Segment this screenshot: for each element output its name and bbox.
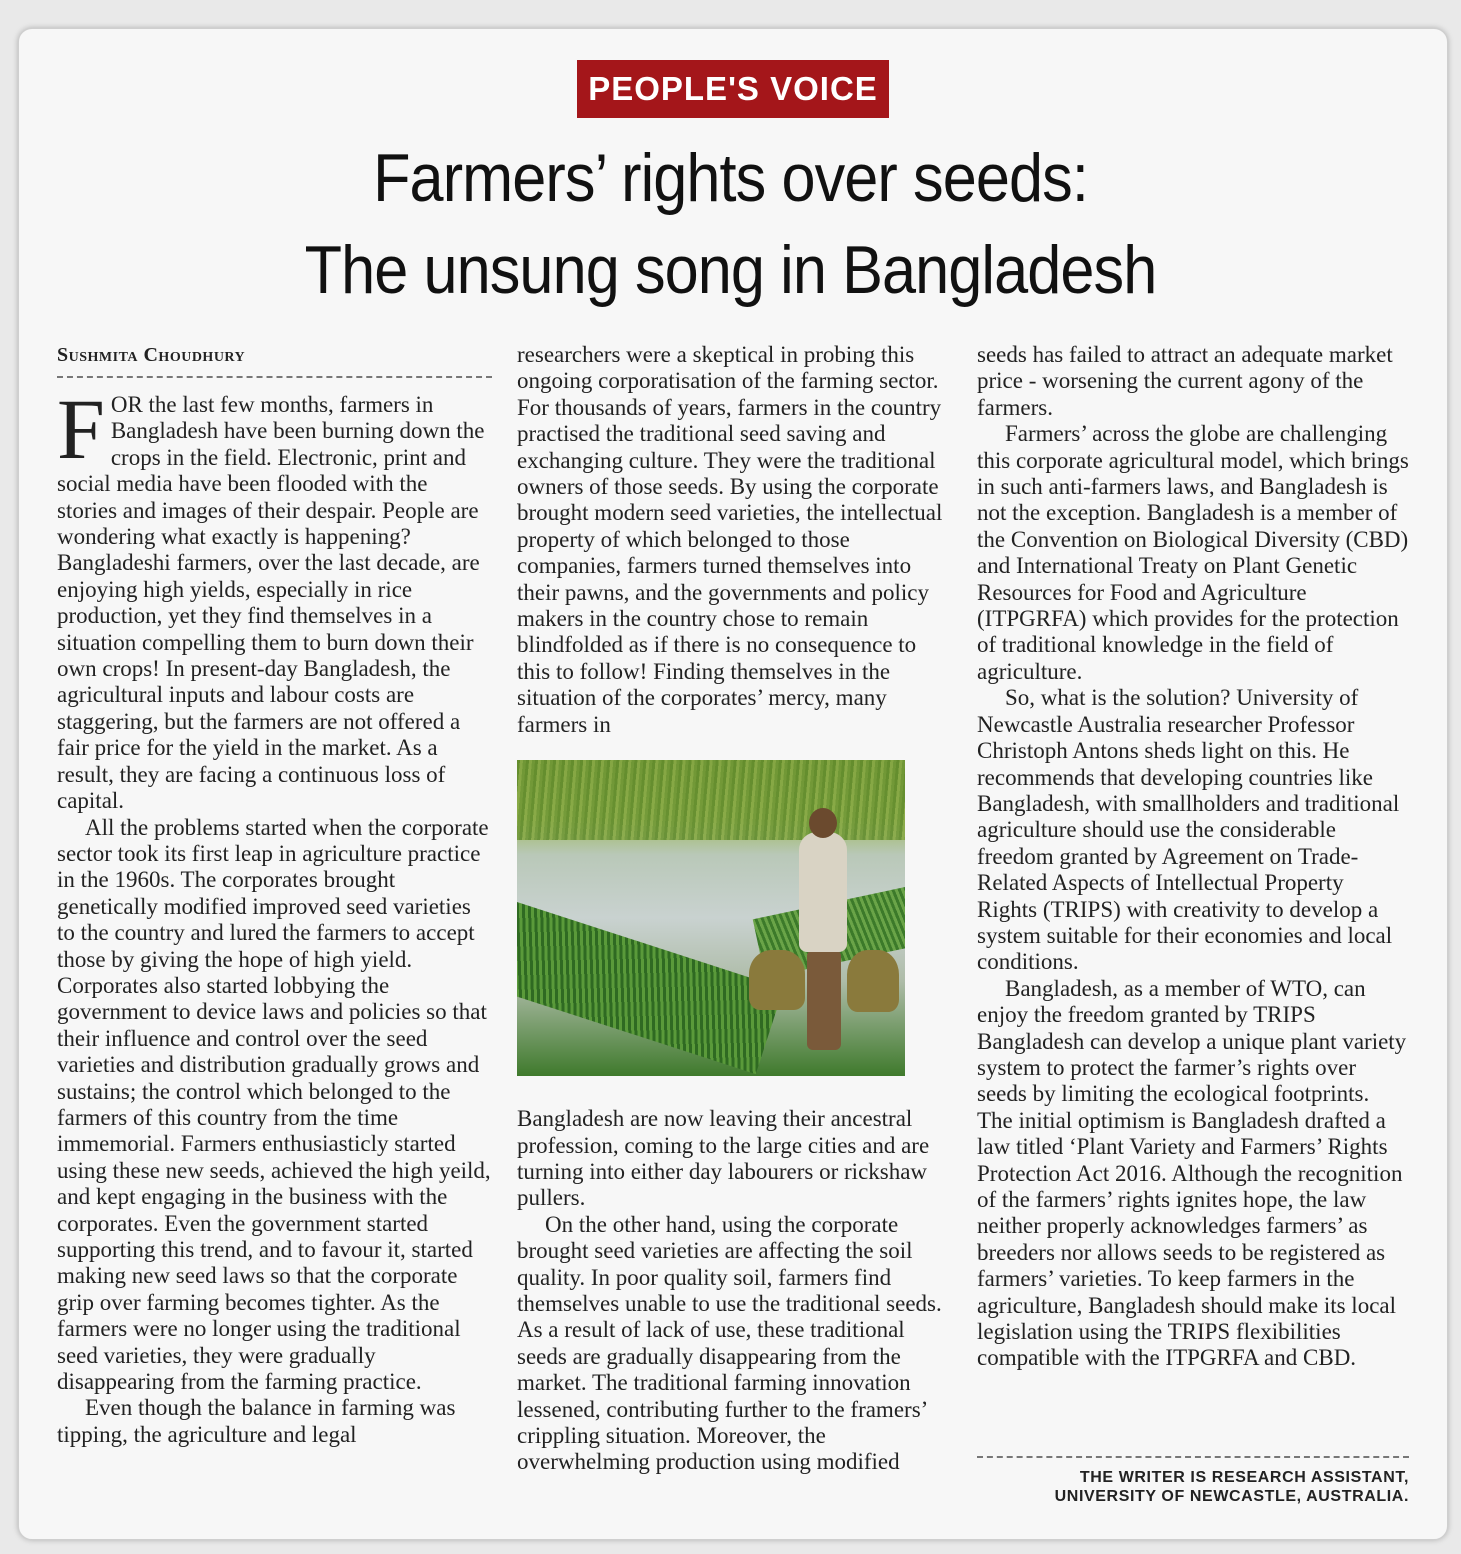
- writer-credit-line-2: UNIVERSITY OF NEWCASTLE, AUSTRALIA.: [1054, 1488, 1409, 1505]
- paragraph-2: All the problems started when the corporate sector took its first leap in agriculture practice in the 1960s. The corporates brought genetically modified improved seed varieties to the country and lured the farmers to accept those by giving the hope of high yield. Corporates also started lobbying the government to device laws and policies so that their influence and control over the seed varieties and distribution gradually grows and sustains; the control which belonged to the farmers of this country from the time immemorial. Farmers enthusiasticly started using these new seeds, achieved the high yeild, and kept engaging in the business with the corporates. Even the government started supporting this trend, and to favour it, started making new seed laws so that the corporate grip over farming becomes tighter. As the farmers were no longer using the traditional seed varieties, they were gradually disappearing from the farming practice.: [57, 814, 491, 1395]
- paragraph-3-end: Bangladesh are now leaving their ancestral profession, coming to the large cities and are turning into either day labourers or rickshaw pullers.: [517, 1106, 930, 1211]
- column-1: [57, 342, 492, 1448]
- headline: [73, 132, 1388, 316]
- headline-line-1: Farmers’ rights over seeds:: [373, 140, 1088, 216]
- writer-credit-line-1: THE WRITER IS RESEARCH ASSISTANT,: [1079, 1469, 1409, 1486]
- column-3: [977, 342, 1409, 1372]
- paragraph-7: Bangladesh, as a member of WTO, can enjoy the freedom granted by TRIPS Bangladesh can develop a unique plant variety system to protect the farmer’s rights over seeds by limiting the ecological footprints. The initial optimism is Bangladesh drafted a law titled ‘Plant Variety and Farmers’ Rights Protection Act 2016. Although the recognition of the farmers’ rights ignites hope, the law neither properly acknowledges farmers’ as breeders nor allows seeds to be registered as farmers’ varieties. To keep farmers in the agriculture, Bangladesh should make its local legislation using the TRIPS flexibilities compatible with the ITPGRFA and CBD.: [977, 975, 1407, 1371]
- headline-line-2: The unsung song in Bangladesh: [304, 232, 1157, 308]
- column-2: [517, 342, 949, 1476]
- paragraph-1-text: OR the last few months, farmers in Bangladesh have been burning down the crops in the field. Electronic, print and social media have been flooded with the stories and images of their despair. People are wondering what exactly is happening? Bangladeshi farmers, over the last decade, are enjoying high yields, especially in rice production, yet they find themselves in a situation compelling them to burn down their own crops! In present-day Bangladesh, the agricultural inputs and labour costs are staggering, but the farmers are not offered a fair price for the yield in the market. As a result, they are facing a continuous loss of capital.: [57, 392, 485, 814]
- paragraph-4-start: On the other hand, using the corporate brought seed varieties are affecting the soil quality. In poor quality soil, farmers find themselves unable to use the traditional seeds. As a result of lack of use, these traditional seeds are gradually disappearing from the market. The traditional farming innovation lessened, contributing further to the framers’ crippling situation. Moreover, the overwhelming production using modified: [517, 1211, 942, 1475]
- paragraph-3-start: Even though the balance in farming was tipping, the agriculture and legal: [57, 1395, 456, 1447]
- section-kicker: PEOPLE'S VOICE: [577, 60, 889, 118]
- paragraph-3-continued: researchers were a skeptical in probing this ongoing corporatisation of the farming sector. For thousands of years, farmers in the country practised the traditional seed saving and exchanging culture. They were the traditional owners of those seeds. By using the corporate brought modern seed varieties, the intellectual property of which belonged to those companies, farmers turned themselves into their pawns, and the governments and policy makers in the country chose to remain blindfolded as if there is no consequence to this to follow! Finding themselves in the situation of the corporates’ mercy, many farmers in: [517, 342, 943, 737]
- paragraph-1: [57, 381, 492, 815]
- paragraph-5: Farmers’ across the globe are challenging this corporate agricultural model, which brings in such anti-farmers laws, and Bangladesh is not the exception. Bangladesh is a member of the Convention on Biological Diversity (CBD) and International Treaty on Plant Genetic Resources for Food and Agriculture (ITPGRFA) which provides for the protection of traditional knowledge in the field of agriculture.: [977, 421, 1409, 684]
- byline: Sushmita Choudhury: [57, 342, 492, 378]
- paragraph-6: So, what is the solution? University of Newcastle Australia researcher Professor Christoph Antons sheds light on this. He recommends that developing countries like Bangladesh, with smallholders and traditional agriculture should use the considerable freedom granted by Agreement on Trade-Related Aspects of Intellectual Property Rights (TRIPS) with creativity to develop a system suitable for their economies and local conditions.: [977, 685, 1400, 975]
- farmer-rice-field-photo: [517, 760, 905, 1076]
- paragraph-4-end: seeds has failed to attract an adequate market price - worsening the current agony of the farmers.: [977, 342, 1393, 420]
- drop-cap: F: [57, 381, 105, 477]
- writer-credit: [977, 1456, 1409, 1506]
